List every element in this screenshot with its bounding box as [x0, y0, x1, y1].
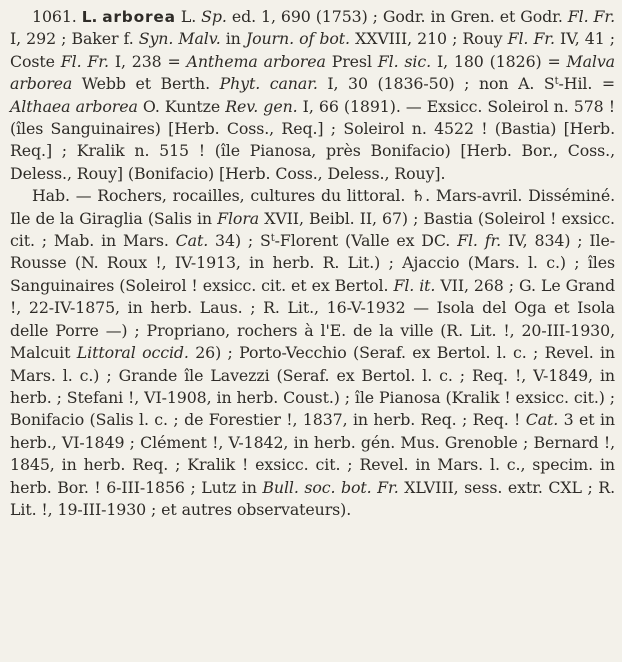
habitat-text: XVII, Beibl. II, 67) ; Bastia (Soleirol ! exsicc. cit. ; Mab. in Mars.	[10, 208, 615, 251]
citation-italic: Syn. Malv.	[138, 29, 221, 49]
citation-text: ed. 1, 690 (1753) ; Godr. in Gren. et Godr.	[226, 7, 568, 26]
citation-text: in	[220, 29, 246, 49]
citation-text: -Hil. =	[558, 74, 615, 94]
genus-abbrev: L.	[81, 8, 98, 26]
citation-italic: Fl. sic.	[377, 51, 432, 71]
habitat-italic: Bull. soc. bot. Fr.	[262, 477, 399, 497]
citation-italic: Fl. Fr.	[60, 51, 109, 71]
citation-text: I, 238 =	[108, 51, 187, 71]
habitat-italic: Littoral occid.	[76, 343, 189, 363]
citation-italic: Journ. of bot.	[245, 29, 350, 49]
citation-text: IV, 41 ; Coste	[10, 29, 615, 71]
habitat-text: -Florent (Valle ex DC.	[274, 231, 458, 251]
habitat-text: 26) ; Porto-Vecchio (Seraf. ex Bertol. l. c. ; Revel. in Mars. l. c.) ; Grande île Lavezzi (Seraf. ex Bertol. l. c. ; Req. !, V-1849, in herb. ; Stefani !, VI-1908, in herb. Coust.) ; île Pianosa (Kralik ! exsicc. cit.) ; Bonifacio (Salis l. c. ; de Forestier !, 1837, in herb. Req. ; Req. !	[10, 343, 615, 430]
citation-italic: Fl. Fr.	[567, 7, 616, 26]
habitat-italic: Fl. fr.	[457, 231, 502, 251]
habitat-italic: Fl. it.	[393, 275, 436, 295]
habitat-text: Hab. — Rochers, rocailles, cultures du littoral. ♄. Mars-avril. Disséminé. Ile de la Giraglia (Salis in	[10, 186, 615, 228]
citation-italic: Sp.	[201, 7, 227, 26]
superscript: t	[554, 76, 559, 88]
habitat-italic: Flora	[217, 208, 260, 228]
exsiccata-text: I, 66 (1891). — Exsicc. Soleirol n. 578 ! (îles Sanguinaires) [Herb. Coss., Req.] ; Soleirol n. 4522 ! (Bastia) [Herb. Req.] ; Kralik n. 515 ! (île Pianosa, près Bonifacio) [Herb. Bor., Coss., Deless., Rouy] (Bonifacio) [Herb. Coss., Deless., Rouy].	[10, 96, 615, 183]
habitat-text: XLVIII, sess. extr. CXL ; R. Lit. !, 19-III-1930 ; et autres observateurs).	[10, 477, 616, 519]
habitat-text: VII, 268 ; G. Le Grand !, 22-IV-1875, in herb. Laus. ; R. Lit., 16-V-1932 — Isola del Oga et Isola delle Porre —) ; Propriano, rochers à l'E. de la ville (R. Lit. !, 20-III-1930, Malcuit	[10, 275, 615, 363]
citation-text: I, 180 (1826) =	[431, 51, 567, 71]
species-entry	[10, 6, 615, 185]
habitat-text: 3 et in herb., VI-1849 ; Clément !, V-1842, in herb. gén. Mus. Grenoble ; Bernard !, 1845, in herb. Req. ; Kralik ! exsicc. cit. ; Revel. in Mars. l. c., specim. in herb. Bor. ! 6-III-1856 ; Lutz in	[10, 410, 615, 497]
habitat-paragraph	[10, 185, 615, 521]
citation-text: XXVIII, 210 ; Rouy	[349, 29, 508, 49]
habitat-italic: Cat.	[525, 410, 559, 430]
habitat-text: IV, 834) ; Ile-Rousse (N. Roux !, IV-1913, in herb. R. Lit.) ; Ajaccio (Mars. l. c.) ; îles Sanguinaires (Soleirol ! exsicc. cit. et ex Bertol.	[10, 231, 615, 295]
habitat-italic: Cat.	[175, 231, 209, 251]
citation-italic: Fl. Fr.	[507, 29, 555, 49]
species-epithet: arborea	[102, 8, 176, 26]
superscript: t	[270, 233, 275, 245]
citation-text: Presl	[325, 51, 378, 71]
synonym-name: Anthema arborea	[186, 51, 326, 71]
citation-italic: Rev. gen.	[225, 96, 298, 116]
citation-text: I, 292 ; Baker f.	[10, 29, 139, 49]
habitat-text: 34) ; S	[208, 231, 271, 251]
synonym-name: Malva arborea	[10, 51, 616, 94]
citation-text: L.	[175, 7, 202, 26]
citation-italic: Phyt. canar.	[219, 74, 318, 94]
citation-text: O. Kuntze	[137, 96, 226, 116]
citation-text: Webb et Berth.	[72, 74, 220, 94]
synonym-name: Althaea arborea	[10, 96, 138, 116]
citation-text: I, 30 (1836-50) ; non A. S	[317, 74, 555, 94]
entry-number: 1061.	[32, 7, 77, 26]
